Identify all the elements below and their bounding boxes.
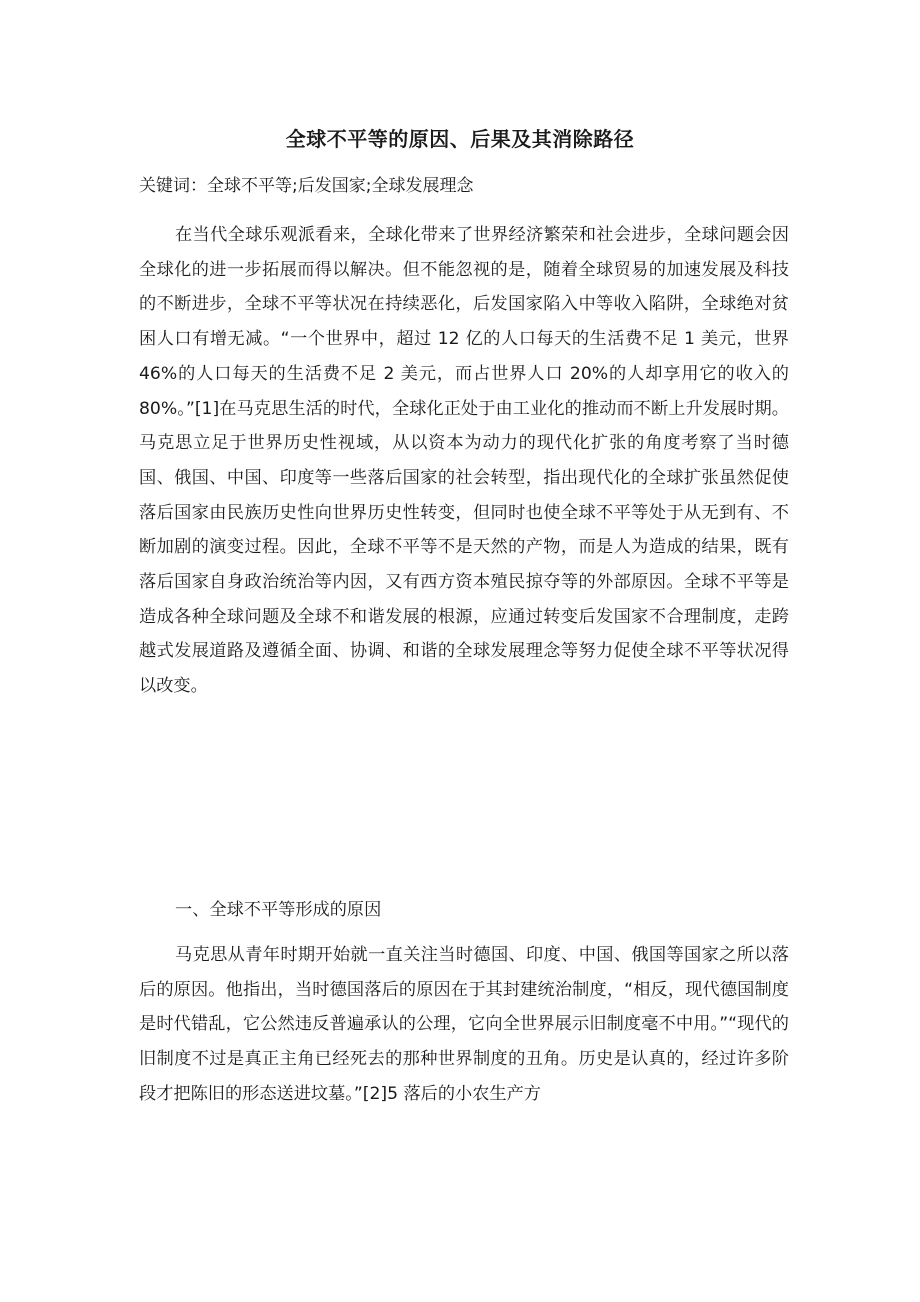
keywords-line: 关键词：全球不平等;后发国家;全球发展理念 [139,176,474,196]
paragraph-intro: 在当代全球乐观派看来，全球化带来了世界经济繁荣和社会进步，全球问题会因全球化的进一步拓展而得以解决。但不能忽视的是，随着全球贸易的加速发展及科技的不断进步，全球不平等状况在持续恶化，后发国家陷入中等收入陷阱，全球绝对贫困人口有增无减。“一个世界中，超过 12 亿的人口每天的生活费不足 1 美元，世界 46%的人口每天的生活费不足 2 美元，而占世界人口 20%的人却享用它的收入的 80%。”[1]在马克思生活的时代，全球化正处于由工业化的推动而不断上升发展时期。马克思立足于世界历史性视域，从以资本为动力的现代化扩张的角度考察了当时德国、俄国、中国、印度等一些落后国家的社会转型，指出现代化的全球扩张虽然促使落后国家由民族历史性向世界历史性转变，但同时也使全球不平等处于从无到有、不断加剧的演变过程。因此，全球不平等不是天然的产物，而是人为造成的结果，既有落后国家自身政治统治等内因，又有西方资本殖民掠夺等的外部原因。全球不平等是造成各种全球问题及全球不和谐发展的根源，应通过转变后发国家不合理制度，走跨越式发展道路及遵循全面、协调、和谐的全球发展理念等努力促使全球不平等状况得以改变。 [139,225,789,697]
document-title: 全球不平等的原因、后果及其消除路径 [285,127,635,151]
section-heading: 一、全球不平等形成的原因 [175,900,382,920]
paragraph-causes: 马克思从青年时期开始就一直关注当时德国、印度、中国、俄国等国家之所以落后的原因。他指出，当时德国落后的原因在于其封建统治制度，“相反，现代德国制度是时代错乱，它公然违反普遍承认的公理，它向全世界展示旧制度毫不中用。”“现代的旧制度不过是真正主角已经死去的那种世界制度的丑角。历史是认真的，经过许多阶段才把陈旧的形态送进坟墓。”[2]5 落后的小农生产方 [139,945,789,1104]
